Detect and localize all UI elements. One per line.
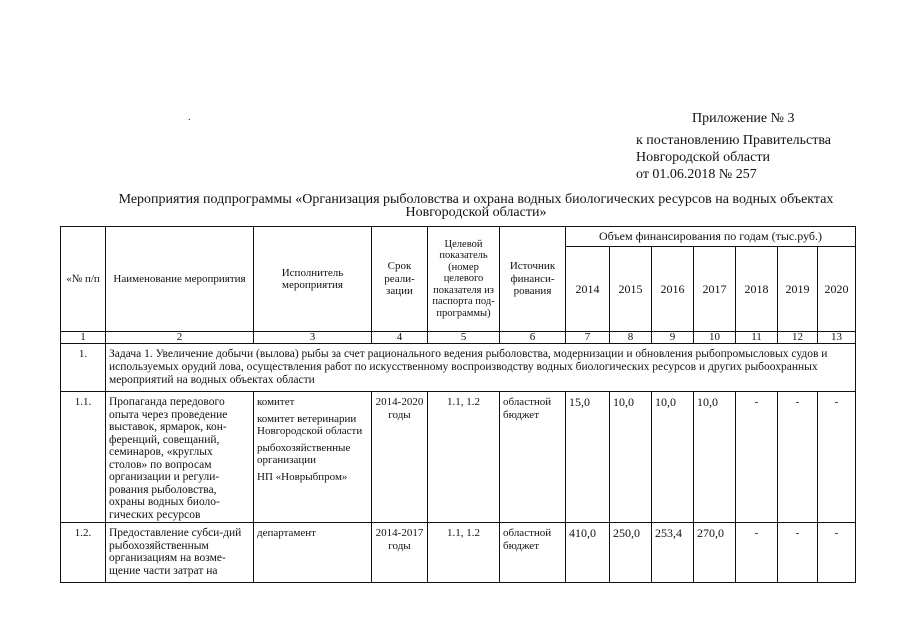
row-amount: 410,0 bbox=[566, 523, 610, 583]
column-number: 6 bbox=[500, 332, 566, 344]
executor-item: комитет ветеринарии Новгородской области bbox=[257, 412, 363, 437]
row-indicator: 1.1, 1.2 bbox=[428, 392, 500, 523]
table-caption bbox=[86, 193, 866, 219]
column-number: 3 bbox=[254, 332, 372, 344]
row-amount: - bbox=[818, 523, 856, 583]
row-amount: - bbox=[736, 523, 778, 583]
row-source: областной бюджет bbox=[500, 523, 566, 583]
column-number-row bbox=[61, 332, 856, 344]
column-number: 13 bbox=[818, 332, 856, 344]
row-amount: - bbox=[818, 392, 856, 523]
header-year: 2018 bbox=[736, 247, 778, 332]
row-source: областной бюджет bbox=[500, 392, 566, 523]
header-year: 2017 bbox=[694, 247, 736, 332]
row-executors bbox=[254, 523, 372, 583]
row-executors bbox=[254, 392, 372, 523]
column-number: 10 bbox=[694, 332, 736, 344]
scan-speck: . bbox=[188, 112, 191, 123]
column-number: 9 bbox=[652, 332, 694, 344]
executor-item: рыбохозяйственные организации bbox=[257, 441, 351, 466]
header-executor: Исполнитель мероприятия bbox=[254, 227, 372, 332]
header-year: 2015 bbox=[610, 247, 652, 332]
table-row bbox=[61, 392, 856, 523]
header-num: «№ п/п bbox=[61, 227, 106, 332]
column-number: 4 bbox=[372, 332, 428, 344]
resolution-line: к постановлению Правительства bbox=[636, 133, 832, 148]
column-number: 7 bbox=[566, 332, 610, 344]
row-name: Пропаганда передового опыта через проведение выставок, ярмарок, кон-ференций, совещаний, семинаров, «круглых столов» по вопросам организации и регули-рования рыболовства, охраны водных биоло-гических ресурсов bbox=[106, 392, 254, 523]
row-indicator: 1.1, 1.2 bbox=[428, 523, 500, 583]
header-year: 2019 bbox=[778, 247, 818, 332]
column-number: 8 bbox=[610, 332, 652, 344]
header-year: 2016 bbox=[652, 247, 694, 332]
row-amount: 10,0 bbox=[694, 392, 736, 523]
row-term: 2014-2020 годы bbox=[372, 392, 428, 523]
column-number: 1 bbox=[61, 332, 106, 344]
row-term: 2014-2017 годы bbox=[372, 523, 428, 583]
column-number: 12 bbox=[778, 332, 818, 344]
caption-line: Новгородской области» bbox=[405, 205, 547, 220]
row-amount: 15,0 bbox=[566, 392, 610, 523]
row-amount: 10,0 bbox=[652, 392, 694, 523]
appendix-title: Приложение № 3 bbox=[692, 111, 795, 126]
column-number: 11 bbox=[736, 332, 778, 344]
row-amount: 250,0 bbox=[610, 523, 652, 583]
header-funding-group: Объем финансирования по годам (тыс.руб.) bbox=[566, 227, 856, 247]
header-source: Источник финанси-рования bbox=[500, 227, 566, 332]
header-term: Срок реали-зации bbox=[372, 227, 428, 332]
caption-line: Мероприятия подпрограммы «Организация рыболовства и охрана водных биологических ресурсов на водных объектах bbox=[118, 192, 834, 207]
header-year: 2020 bbox=[818, 247, 856, 332]
row-num: 1.2. bbox=[61, 523, 106, 583]
task-num: 1. bbox=[61, 344, 106, 392]
row-amount: 253,4 bbox=[652, 523, 694, 583]
row-num: 1.1. bbox=[61, 392, 106, 523]
executor-item: департамент bbox=[257, 527, 316, 539]
header-name: Наименование мероприятия bbox=[106, 227, 254, 332]
table-row bbox=[61, 523, 856, 583]
column-number: 5 bbox=[428, 332, 500, 344]
row-amount: 270,0 bbox=[694, 523, 736, 583]
header-year: 2014 bbox=[566, 247, 610, 332]
row-amount: - bbox=[736, 392, 778, 523]
executor-item: комитет bbox=[257, 396, 295, 408]
resolution-reference bbox=[636, 132, 831, 183]
row-amount: - bbox=[778, 392, 818, 523]
executor-item: НП «Новрыбпром» bbox=[257, 470, 348, 483]
row-amount: 10,0 bbox=[610, 392, 652, 523]
measures-table bbox=[60, 226, 856, 583]
row-amount: - bbox=[778, 523, 818, 583]
column-number: 2 bbox=[106, 332, 254, 344]
task-row bbox=[61, 344, 856, 392]
header-indicator: Целевой показатель (номер целевого показателя из паспорта под-программы) bbox=[428, 227, 500, 332]
resolution-line: от 01.06.2018 № 257 bbox=[636, 167, 757, 182]
row-name: Предоставление субси-дий рыбохозяйственным организациям на возме-щение части затрат на bbox=[106, 523, 254, 583]
task-text: Задача 1. Увеличение добычи (вылова) рыбы за счет рационального ведения рыболовства, модернизации и обновления рыбопромысловых судов и используемых орудий лова, осуществления работ по искусственному воспроизводству водных биологических ресурсов и других рыбоохранных мероприятий на водных объектах области bbox=[106, 344, 856, 392]
resolution-line: Новгородской области bbox=[636, 150, 770, 165]
